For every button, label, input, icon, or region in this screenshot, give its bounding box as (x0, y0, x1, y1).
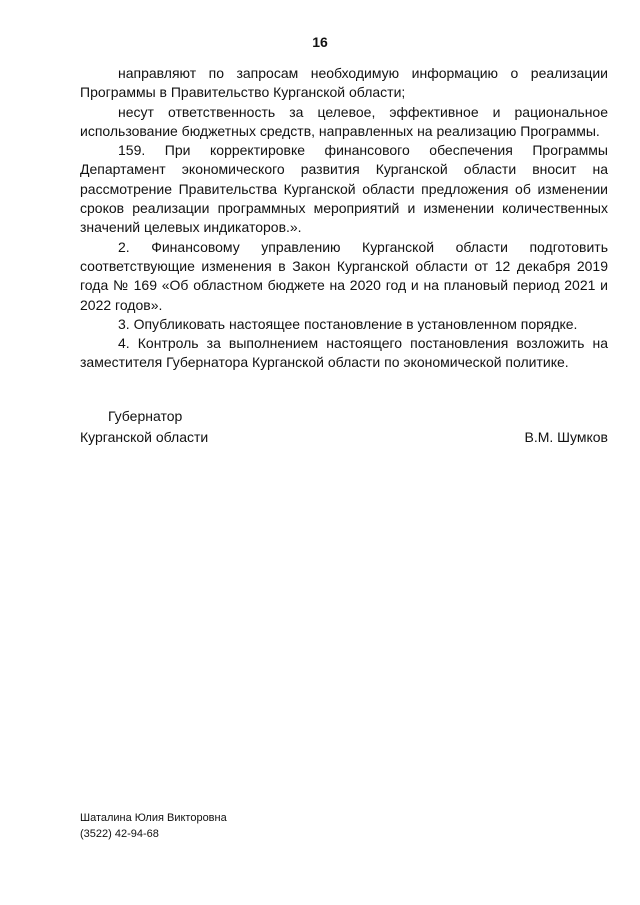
paragraph-item-4: 4. Контроль за выполнением настоящего постановления возложить на заместителя Губернатора Курганской области по экономической политике. (80, 335, 608, 371)
signatory-title-line1: Губернатор (108, 408, 183, 424)
signature-block (80, 406, 608, 448)
paragraph-item-2: 2. Финансовому управлению Курганской области подготовить соответствующие изменения в Закон Курганской области от 12 декабря 2019 года № 169 «Об областном бюджете на 2020 год и на плановый период 2021 и 2022 годов». (80, 238, 608, 313)
executor-block (80, 810, 227, 842)
paragraph-responsibility: несут ответственность за целевое, эффективное и рациональное использование бюджетных средств, направленных на реализацию Программы. (80, 103, 608, 139)
signatory-name: В.М. Шумков (524, 429, 608, 445)
page-number: 16 (312, 34, 328, 50)
signature-row (80, 427, 608, 448)
signatory-title-line2: Курганской области (80, 429, 209, 445)
paragraph-info-reporting: направляют по запросам необходимую информацию о реализации Программы в Правительство Курганской области; (80, 65, 608, 101)
document-body (80, 64, 608, 373)
paragraph-item-159: 159. При корректировке финансового обеспечения Программы Департамент экономического развития Курганской области вносит на рассмотрение Правительства Курганской области предложения об изменении сроков реализации программных мероприятий и изменении количественных значений целевых индикаторов.». (80, 142, 608, 236)
paragraph-item-3: 3. Опубликовать настоящее постановление в установленном порядке. (118, 315, 578, 332)
executor-phone: (3522) 42-94-68 (80, 828, 159, 840)
executor-name: Шаталина Юлия Викторовна (80, 812, 227, 824)
